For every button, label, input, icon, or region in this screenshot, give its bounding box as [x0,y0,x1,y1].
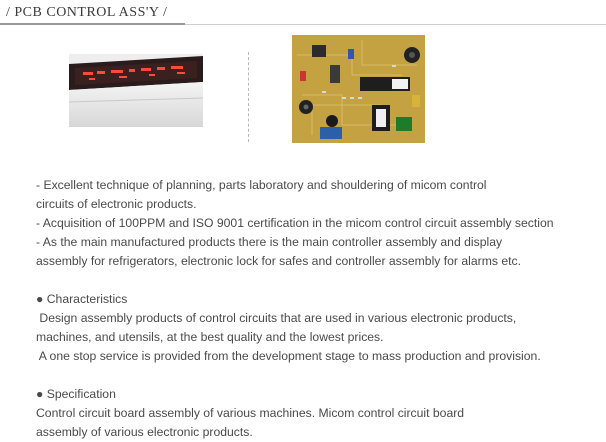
intro-line: - Acquisition of 100PPM and ISO 9001 certification in the micom control circuit assembly section [36,216,554,230]
photo-divider [248,52,249,142]
characteristics-line: A one stop service is provided from the development stage to mass production and provision. [36,349,541,363]
characteristics-line: Design assembly products of control circuits that are used in various electronic products, [36,311,517,325]
specification-heading: ● Specification [36,387,116,401]
pcb-board-illustration [292,35,425,143]
intro-line: - Excellent technique of planning, parts laboratory and shouldering of micom control [36,178,487,192]
title-accent-bar [0,23,185,25]
intro-line: assembly for refrigerators, electronic lock for safes and controller assembly for alarms etc. [36,254,521,268]
intro-line: circuits of electronic products. [36,197,197,211]
description [36,176,586,442]
pcb-board-photo [292,35,425,143]
specification-line: Control circuit board assembly of various machines. Micom control circuit board [36,406,465,420]
spacer [36,366,586,385]
characteristics-line: machines, and utensils, at the best quality and the lowest prices. [36,330,384,344]
spacer [36,271,586,290]
page-title: / PCB CONTROL ASS'Y / [6,5,168,20]
control-panel-illustration [69,54,203,126]
specification-line: assembly of various electronic products. [36,425,253,439]
intro-line: - As the main manufactured products there is the main controller assembly and display [36,235,503,249]
control-panel-photo [69,54,203,127]
characteristics-heading: ● Characteristics [36,292,128,306]
